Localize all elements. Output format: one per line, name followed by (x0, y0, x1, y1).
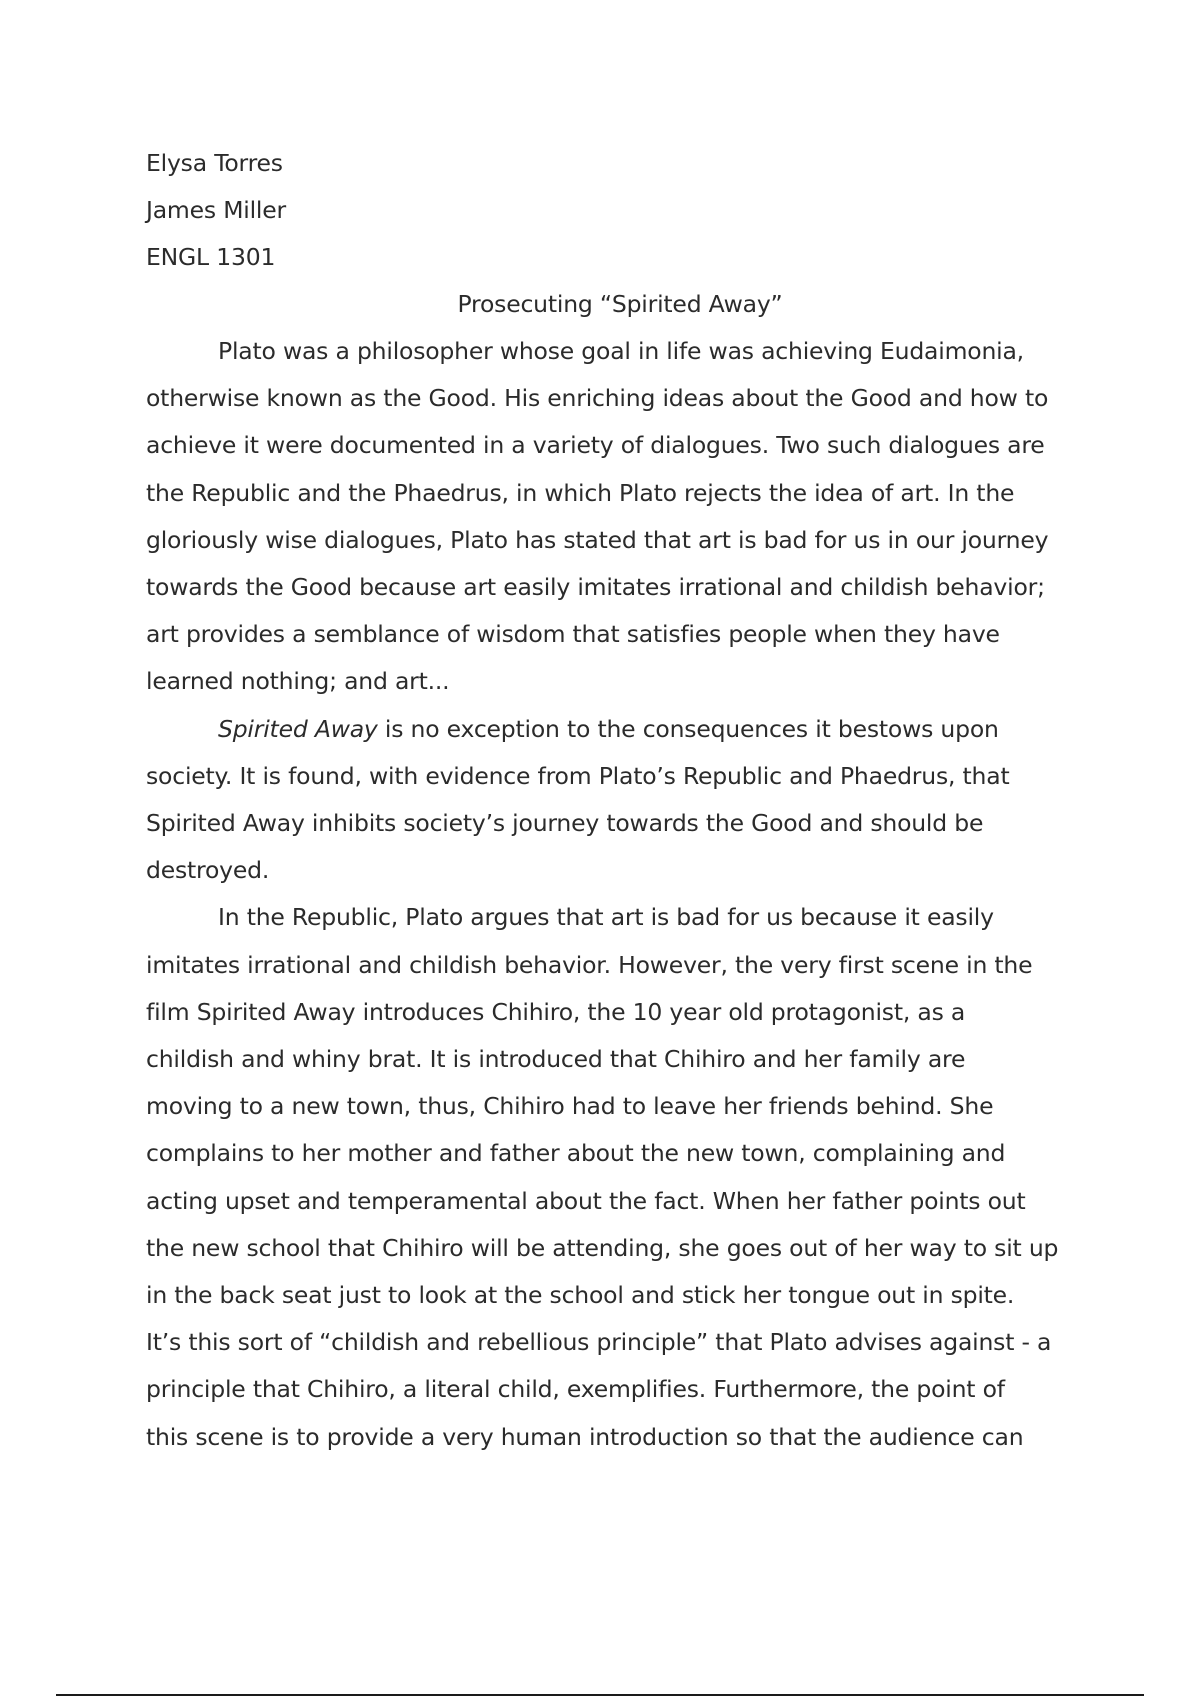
paragraph-line: It’s this sort of “childish and rebellious principle” that Plato advises against - a (146, 1328, 1052, 1357)
paragraph-line: in the back seat just to look at the school and stick her tongue out in spite. (146, 1281, 1015, 1310)
document-body (146, 140, 1086, 1461)
student-name: Elysa Torres (146, 149, 283, 177)
paragraph-line: art provides a semblance of wisdom that satisfies people when they have (146, 620, 1000, 649)
paragraph-line: the Republic and the Phaedrus, in which Plato rejects the idea of art. In the (146, 478, 1015, 507)
paragraph-line: achieve it were documented in a variety of dialogues. Two such dialogues are (146, 431, 1045, 460)
paragraph-3 (146, 894, 1086, 1460)
paragraph-2 (146, 706, 1086, 895)
paragraph-line: otherwise known as the Good. His enriching ideas about the Good and how to (146, 384, 1049, 413)
paragraph-line: towards the Good because art easily imitates irrational and childish behavior; (146, 573, 1045, 602)
page-bottom-rule (56, 1694, 1144, 1696)
paragraph-line: learned nothing; and art... (146, 667, 450, 696)
paragraph-line: moving to a new town, thus, Chihiro had to leave her friends behind. She (146, 1092, 994, 1121)
paragraph-1 (146, 328, 1086, 706)
course-code: ENGL 1301 (146, 243, 276, 271)
paragraph-line: the new school that Chihiro will be attending, she goes out of her way to sit up (146, 1233, 1059, 1262)
paragraph-line: Spirited Away inhibits society’s journey towards the Good and should be (146, 809, 984, 838)
paragraph-line: imitates irrational and childish behavior. However, the very first scene in the (146, 950, 1033, 979)
instructor-name: James Miller (146, 196, 286, 224)
paragraph-line: destroyed. (146, 856, 270, 885)
paragraph-line: gloriously wise dialogues, Plato has stated that art is bad for us in our journey (146, 525, 1049, 554)
paragraph-line (146, 706, 1086, 753)
paragraph-line: society. It is found, with evidence from Plato’s Republic and Phaedrus, that (146, 761, 1010, 790)
paragraph-line: principle that Chihiro, a literal child, exemplifies. Furthermore, the point of (146, 1375, 1005, 1404)
paragraph-line: complains to her mother and father about the new town, complaining and (146, 1139, 1006, 1168)
paragraph-line-text: is no exception to the consequences it bestows upon (377, 714, 999, 743)
film-title-italic: Spirited Away (218, 714, 378, 743)
paragraph-line: Plato was a philosopher whose goal in life was achieving Eudaimonia, (218, 337, 1024, 365)
paragraph-line: this scene is to provide a very human introduction so that the audience can (146, 1422, 1024, 1451)
paragraph-line: film Spirited Away introduces Chihiro, the 10 year old protagonist, as a (146, 997, 966, 1026)
paragraph-line: childish and whiny brat. It is introduced that Chihiro and her family are (146, 1045, 966, 1074)
essay-title: Prosecuting “Spirited Away” (457, 290, 783, 318)
paragraph-line: acting upset and temperamental about the fact. When her father points out (146, 1186, 1026, 1215)
paragraph-line: In the Republic, Plato argues that art is bad for us because it easily (218, 903, 994, 932)
